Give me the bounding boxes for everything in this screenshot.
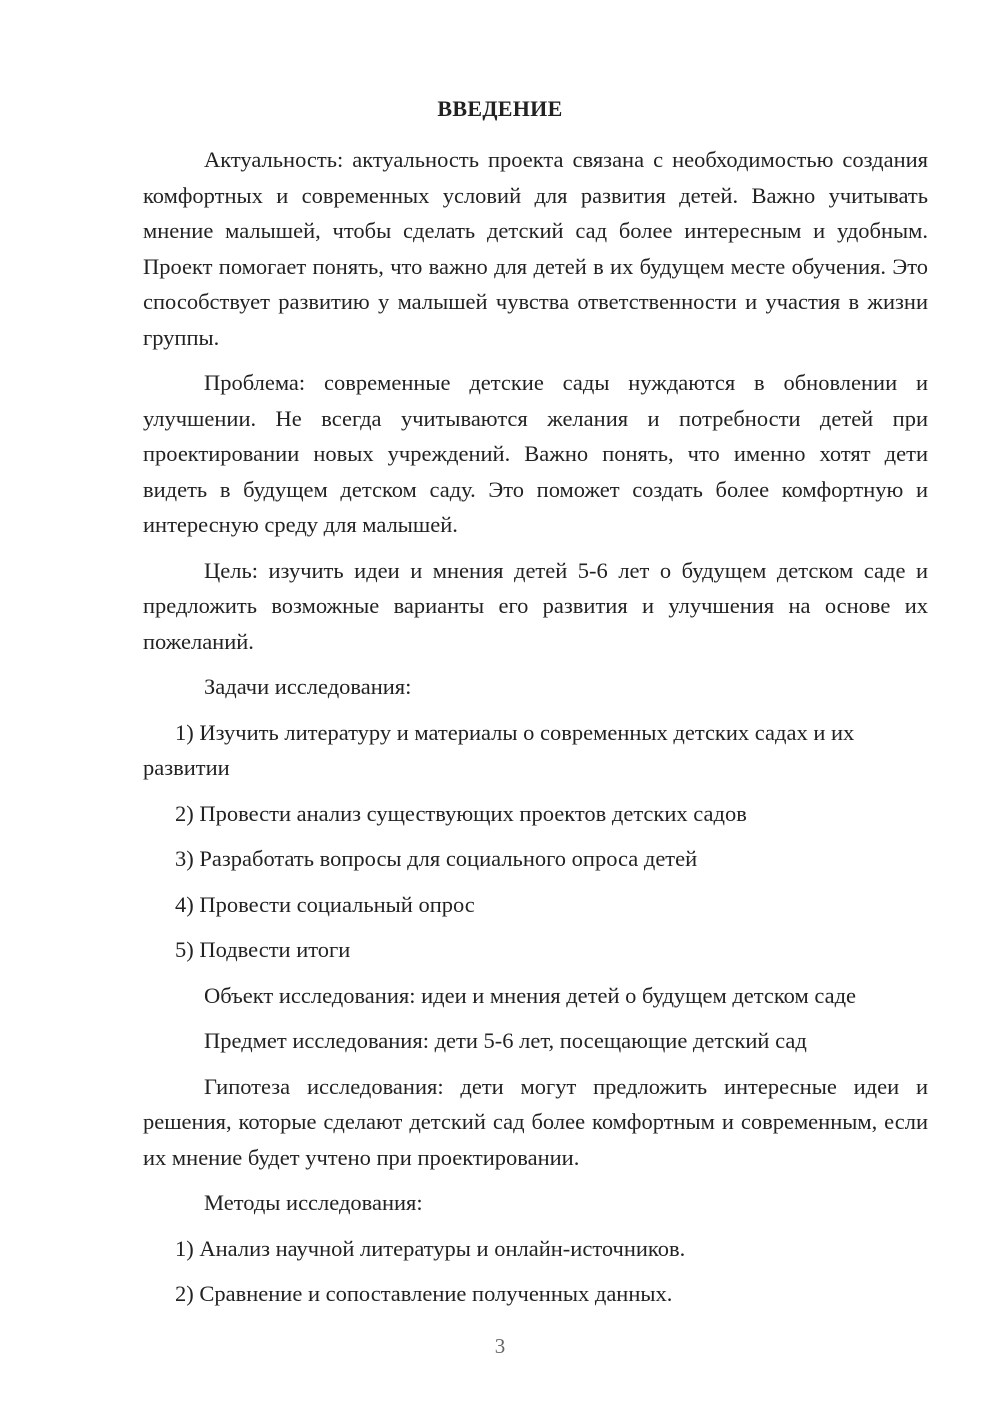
- paragraph-problem: Проблема: современные детские сады нуждаются в обновлении и улучшении. Не всегда учитываются желания и потребности детей при проектировании новых учреждений. Важно понять, что именно хотят дети видеть в будущем детском саду. Это поможет создать более комфортную и интересную среду для малышей.: [143, 370, 928, 537]
- page-number: 3: [494, 1334, 506, 1358]
- task-item: 5) Подвести итоги: [175, 937, 351, 962]
- methods-heading: Методы исследования:: [204, 1190, 423, 1215]
- paragraph-relevance: Актуальность: актуальность проекта связана с необходимостью создания комфортных и современных условий для развития детей. Важно учитывать мнение малышей, чтобы сделать детский сад более интересным и удобным. Проект помогает понять, что важно для детей в их будущем месте обучения. Это способствует развитию у малышей чувства ответственности и участия в жизни группы.: [143, 147, 928, 350]
- paragraph-subject: Предмет исследования: дети 5-6 лет, посещающие детский сад: [204, 1028, 807, 1053]
- paragraph-object: Объект исследования: идеи и мнения детей о будущем детском саде: [204, 982, 857, 1008]
- method-item: 2) Сравнение и сопоставление полученных данных.: [175, 1281, 673, 1306]
- document-body: [143, 142, 928, 1322]
- paragraph-goal: Цель: изучить идеи и мнения детей 5-6 лет о будущем детском саде и предложить возможные варианты его развития и улучшения на основе их пожеланий.: [143, 557, 928, 654]
- page-title: ВВЕДЕНИЕ: [437, 96, 563, 121]
- task-item: 2) Провести анализ существующих проектов детских садов: [175, 800, 747, 826]
- method-item: 1) Анализ научной литературы и онлайн-источников.: [175, 1235, 686, 1261]
- tasks-heading: Задачи исследования:: [204, 674, 412, 699]
- task-item: 4) Провести социальный опрос: [175, 891, 475, 917]
- paragraph-hypothesis: Гипотеза исследования: дети могут предложить интересные идеи и решения, которые сделают детский сад более комфортным и современным, если их мнение будет учтено при проектировании.: [143, 1073, 928, 1170]
- task-item: 1) Изучить литературу и материалы о современных детских садах и их развитии: [143, 719, 855, 780]
- task-item: 3) Разработать вопросы для социального опроса детей: [175, 846, 698, 871]
